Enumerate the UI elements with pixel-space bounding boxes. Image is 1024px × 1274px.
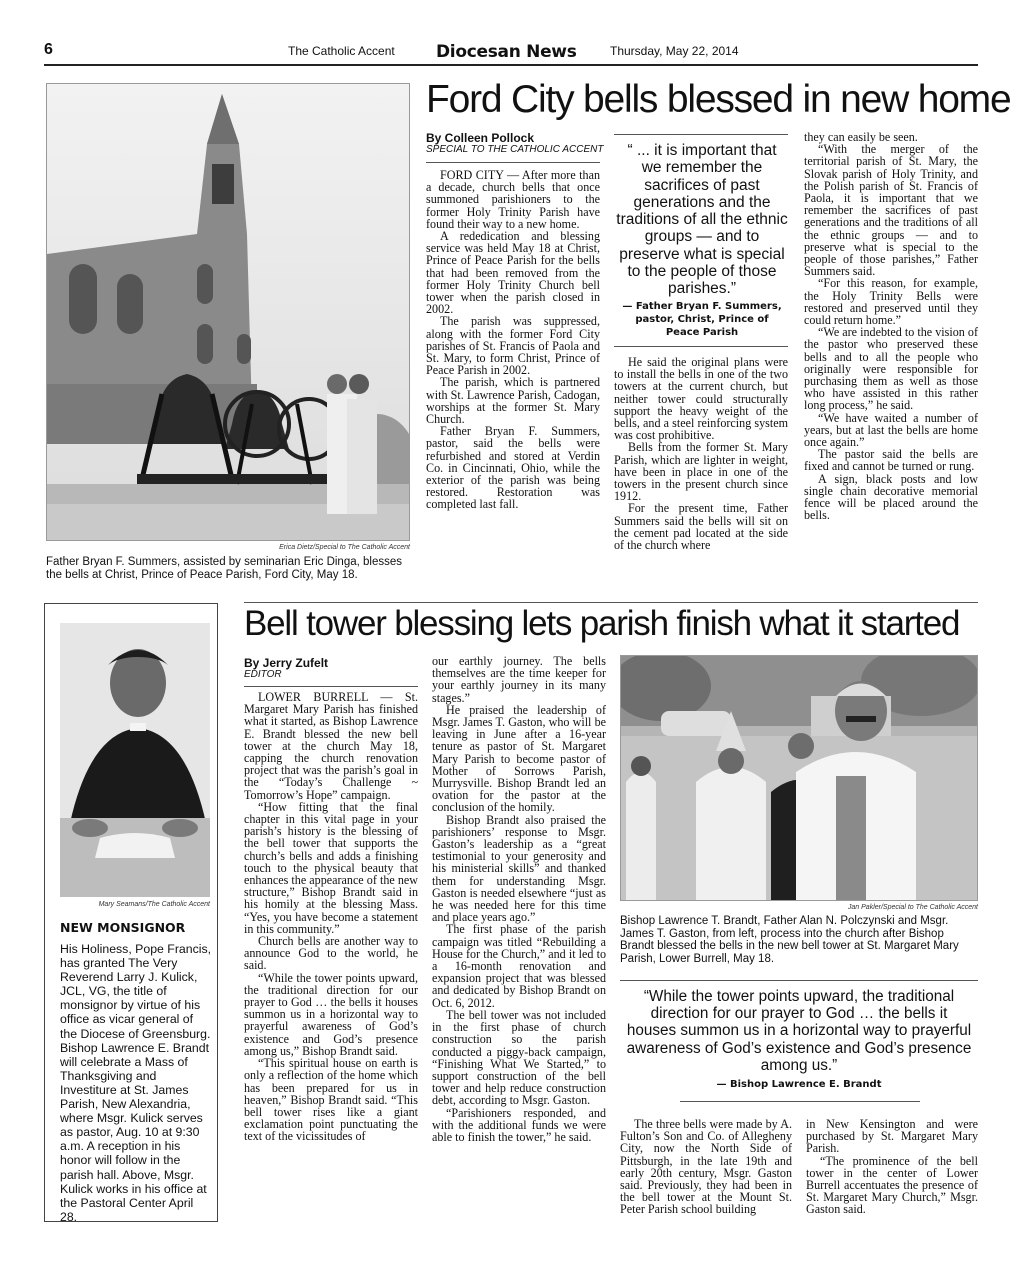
issue-date: Thursday, May 22, 2014 (610, 44, 739, 58)
paragraph: The first phase of the parish campaign was titled “Rebuilding a House for the Church,” and it led to a 16-month renovation and expansion project that was blessed and dedicated by Bishop Brandt on Oct. 6, 2012. (432, 922, 606, 1010)
paragraph: LOWER BURRELL — St. Margaret Mary Parish has finished what it started, as Bishop Lawrence E. Brandt blessed the new bell tower at the church May 18, capping the church renovation project that was the parish’s goal in the “Today’s Challenge ~ Tomorrow’s Hope” campaign. (244, 690, 418, 802)
story1-col2 (614, 356, 788, 551)
paragraph: our earthly journey. The bells themselves are the time keeper for your earthly journey in its many stages.” (432, 654, 606, 705)
paragraph: He said the original plans were to install the bells in one of the two towers at the current church, but neither tower could structurally support the heavy weight of the bells, and a steel reinforcing system was cost prohibitive. (614, 355, 788, 443)
story2-col1 (244, 691, 418, 1143)
story2-caption: Bishop Lawrence T. Brandt, Father Alan N. Polczynski and Msgr. James T. Gaston, from left, process into the church after Bishop Brandt blessed the bells in the new bell tower at St. Margaret Mary Parish, Lower Burrell, May 18. (620, 915, 959, 965)
church-bells-photo (46, 83, 410, 541)
story2-col4 (806, 1118, 978, 1216)
sidebar-body: His Holiness, Pope Francis, has granted The Very Reverend Larry J. Kulick, JCL, VG, the title of monsignor by virtue of his office as vicar general of the Diocese of Greensburg. Bishop Lawrence E. Brandt will celebrate a Mass of Thanksgiving and Investiture at St. James Parish, New Alexandria, where Msgr. Kulick serves as pastor, Aug. 10 at 9:30 a.m. A reception in his honor will follow in the parish hall. Above, Msgr. Kulick works in his office at the Pastoral Center April 28. (60, 942, 212, 1224)
paragraph: A rededication and blessing service was held May 18 at Christ, Prince of Peace Parish for the bells that had been removed from the former Holy Trinity Church bell tower when the parish closed in 2002. (426, 229, 600, 317)
story2-pull-attribution: — Bishop Lawrence E. Brandt (716, 1079, 882, 1090)
story1-byline-role: SPECIAL TO THE CATHOLIC ACCENT (426, 144, 604, 155)
paragraph: “The prominence of the bell tower in the center of Lower Burrell accentuates the presence of St. Margaret Mary Church,” Msgr. Gaston said. (806, 1153, 978, 1217)
story2-photo-credit: Jan Pakler/Special to The Catholic Accent (847, 904, 978, 911)
story1-pull-attribution: — Father Bryan F. Summers, pastor, Christ, Prince of Peace Parish (622, 301, 782, 338)
paragraph: “We have waited a number of years, but at last the bells are home once again.” (804, 410, 978, 450)
monsignor-photo (60, 623, 210, 897)
story1-headline: Ford City bells blessed in new home (426, 78, 1011, 121)
page-number: 6 (44, 41, 53, 58)
story2-byline-role: EDITOR (244, 669, 282, 680)
story1-col1 (426, 169, 600, 511)
paragraph: The pastor said the bells are fixed and cannot be turned or rung. (804, 447, 978, 474)
paragraph: The parish was suppressed, along with the former Ford City parishes of St. Francis of Paola and St. Mary, to form Christ, Prince of Peace Parish in 2002. (426, 314, 600, 378)
story2-col2 (432, 655, 606, 1143)
paragraph: “For this reason, for example, the Holy Trinity Bells were restored and preserved until they could return home.” (804, 276, 978, 328)
story2-col3 (620, 1118, 792, 1216)
story1-byline: By Colleen Pollock (426, 131, 535, 145)
story1-photo-credit: Erica Dietz/Special to The Catholic Accent (279, 544, 410, 551)
monsignor-photo-credit: Mary Seamans/The Catholic Accent (98, 901, 210, 908)
paragraph: For the present time, Father Summers said the bells will sit on the cement pad located at the side of the church where (614, 501, 788, 553)
procession-photo (620, 655, 978, 901)
story1-pull-quote: “ ... it is important that we remember the sacrifices of past generations and the traditions of all the ethnic groups — and to preserve what is special to the people of those parishes.” (616, 142, 788, 298)
paragraph: Church bells are another way to announce God to the world, he said. (244, 934, 418, 973)
paragraph: “Parishioners responded, and with the additional funds we were able to finish the tower,” he said. (432, 1105, 606, 1144)
paragraph: Bells from the former St. Mary Parish, which are lighter in weight, have been in place in one of the towers in the present church since 1912. (614, 440, 788, 504)
story2-byline: By Jerry Zufelt (244, 656, 329, 670)
paragraph: “We are indebted to the vision of the pastor who preserved these bells and to all the people who originally were responsible for purchasing them as well as those who have assisted in this rather long process,” he said. (804, 325, 978, 413)
paragraph: The three bells were made by A. Fulton’s Son and Co. of Allegheny City, now the North Side of Pittsburgh, in the late 19th and early 20th century, Msgr. Gaston said. Previously, they had been in the bell tower at the Mount St. Peter Parish school building (620, 1117, 792, 1217)
paragraph: “This spiritual house on earth is only a reflection of the home which has been prepared for us in heaven,” Bishop Brandt said. “This bell tower rises like a giant exclamation point punctuating the text of the vicissitudes of (244, 1056, 418, 1144)
story2-pull-quote: “While the tower points upward, the traditional direction for our prayer to God … the bells it houses summon us in a horizontal way to prayerful awareness of God’s existence and God’s presence among us.” (626, 988, 972, 1074)
paragraph: Bishop Brandt also praised the parishioners’ response to Msgr. Gaston’s leadership as a “great testimonial to your generosity and his ministerial skills” and thanked them for understanding Msgr. Gaston is needed elsewhere “just as he was needed here for this time and place years ago.” (432, 812, 606, 925)
paragraph: “With the merger of the territorial parish of St. Mary, the Slovak parish of Holy Trinity, and the Polish parish of St. Francis of Paola, it is important that we remember the sacrifices of past generations and the traditions of all the ethnic groups — and to preserve what is special to the people of those parishes,” Father Summers said. (804, 142, 978, 279)
paragraph: FORD CITY — After more than a decade, church bells that once summoned parishioners to the former Holy Trinity Parish have found their way to a new home. (426, 168, 600, 231)
paragraph: A sign, black posts and low single chain decorative memorial fence will be placed around the bells. (804, 471, 978, 523)
paragraph: they can easily be seen. (804, 130, 918, 144)
story1-col3 (804, 131, 978, 522)
section-title: Diocesan News (436, 42, 577, 62)
paragraph: The parish, which is partnered with St. Lawrence Parish, Cadogan, worships at the former St. Mary Church. (426, 375, 600, 427)
paragraph: in New Kensington and were purchased by St. Margaret Mary Parish. (806, 1117, 978, 1156)
story2-headline: Bell tower blessing lets parish finish what it started (244, 604, 960, 643)
paragraph: He praised the leadership of Msgr. James T. Gaston, who will be leaving in June after a 16-year tenure as pastor of St. Margaret Mary Parish to become pastor of Mother of Sorrows Parish, Murrysville. Bishop Brandt led an ovation for the pastor at the conclusion of the homily. (432, 702, 606, 815)
story1-caption: Father Bryan F. Summers, assisted by seminarian Eric Dinga, blesses the bells at Christ, Prince of Peace Parish, Ford City, May 18. (46, 556, 402, 581)
paper-name: The Catholic Accent (288, 44, 395, 58)
paragraph: The bell tower was not included in the first phase of church construction so the parish conducted a piggy-back campaign, “Finishing What We Started,” to support construction of the bell tower and help reduce construction debt, according to Msgr. Gaston. (432, 1007, 606, 1108)
paragraph: Father Bryan F. Summers, pastor, said the bells were refurbished and stored at Verdin Co. in Cincinnati, Ohio, while the exterior of the parish was being restored. Restoration was completed last fall. (426, 424, 600, 512)
paragraph: “How fitting that the final chapter in this vital page in your parish’s history is the blessing of the bell tower that supports the church’s bells and adds a finishing touch to the physical beauty that enhances the appearance of the new structure,” Bishop Brandt said in his homily at the blessing Mass. “Yes, you have become a statement in this community.” (244, 799, 418, 936)
sidebar-title: NEW MONSIGNOR (60, 920, 186, 935)
paragraph: “While the tower points upward, the traditional direction for our prayer to God … the bells it houses summon us in a horizontal way to prayerful awareness of God’s existence and God’s presence among us,” Bishop Brandt said. (244, 970, 418, 1058)
masthead-rule (44, 64, 978, 66)
